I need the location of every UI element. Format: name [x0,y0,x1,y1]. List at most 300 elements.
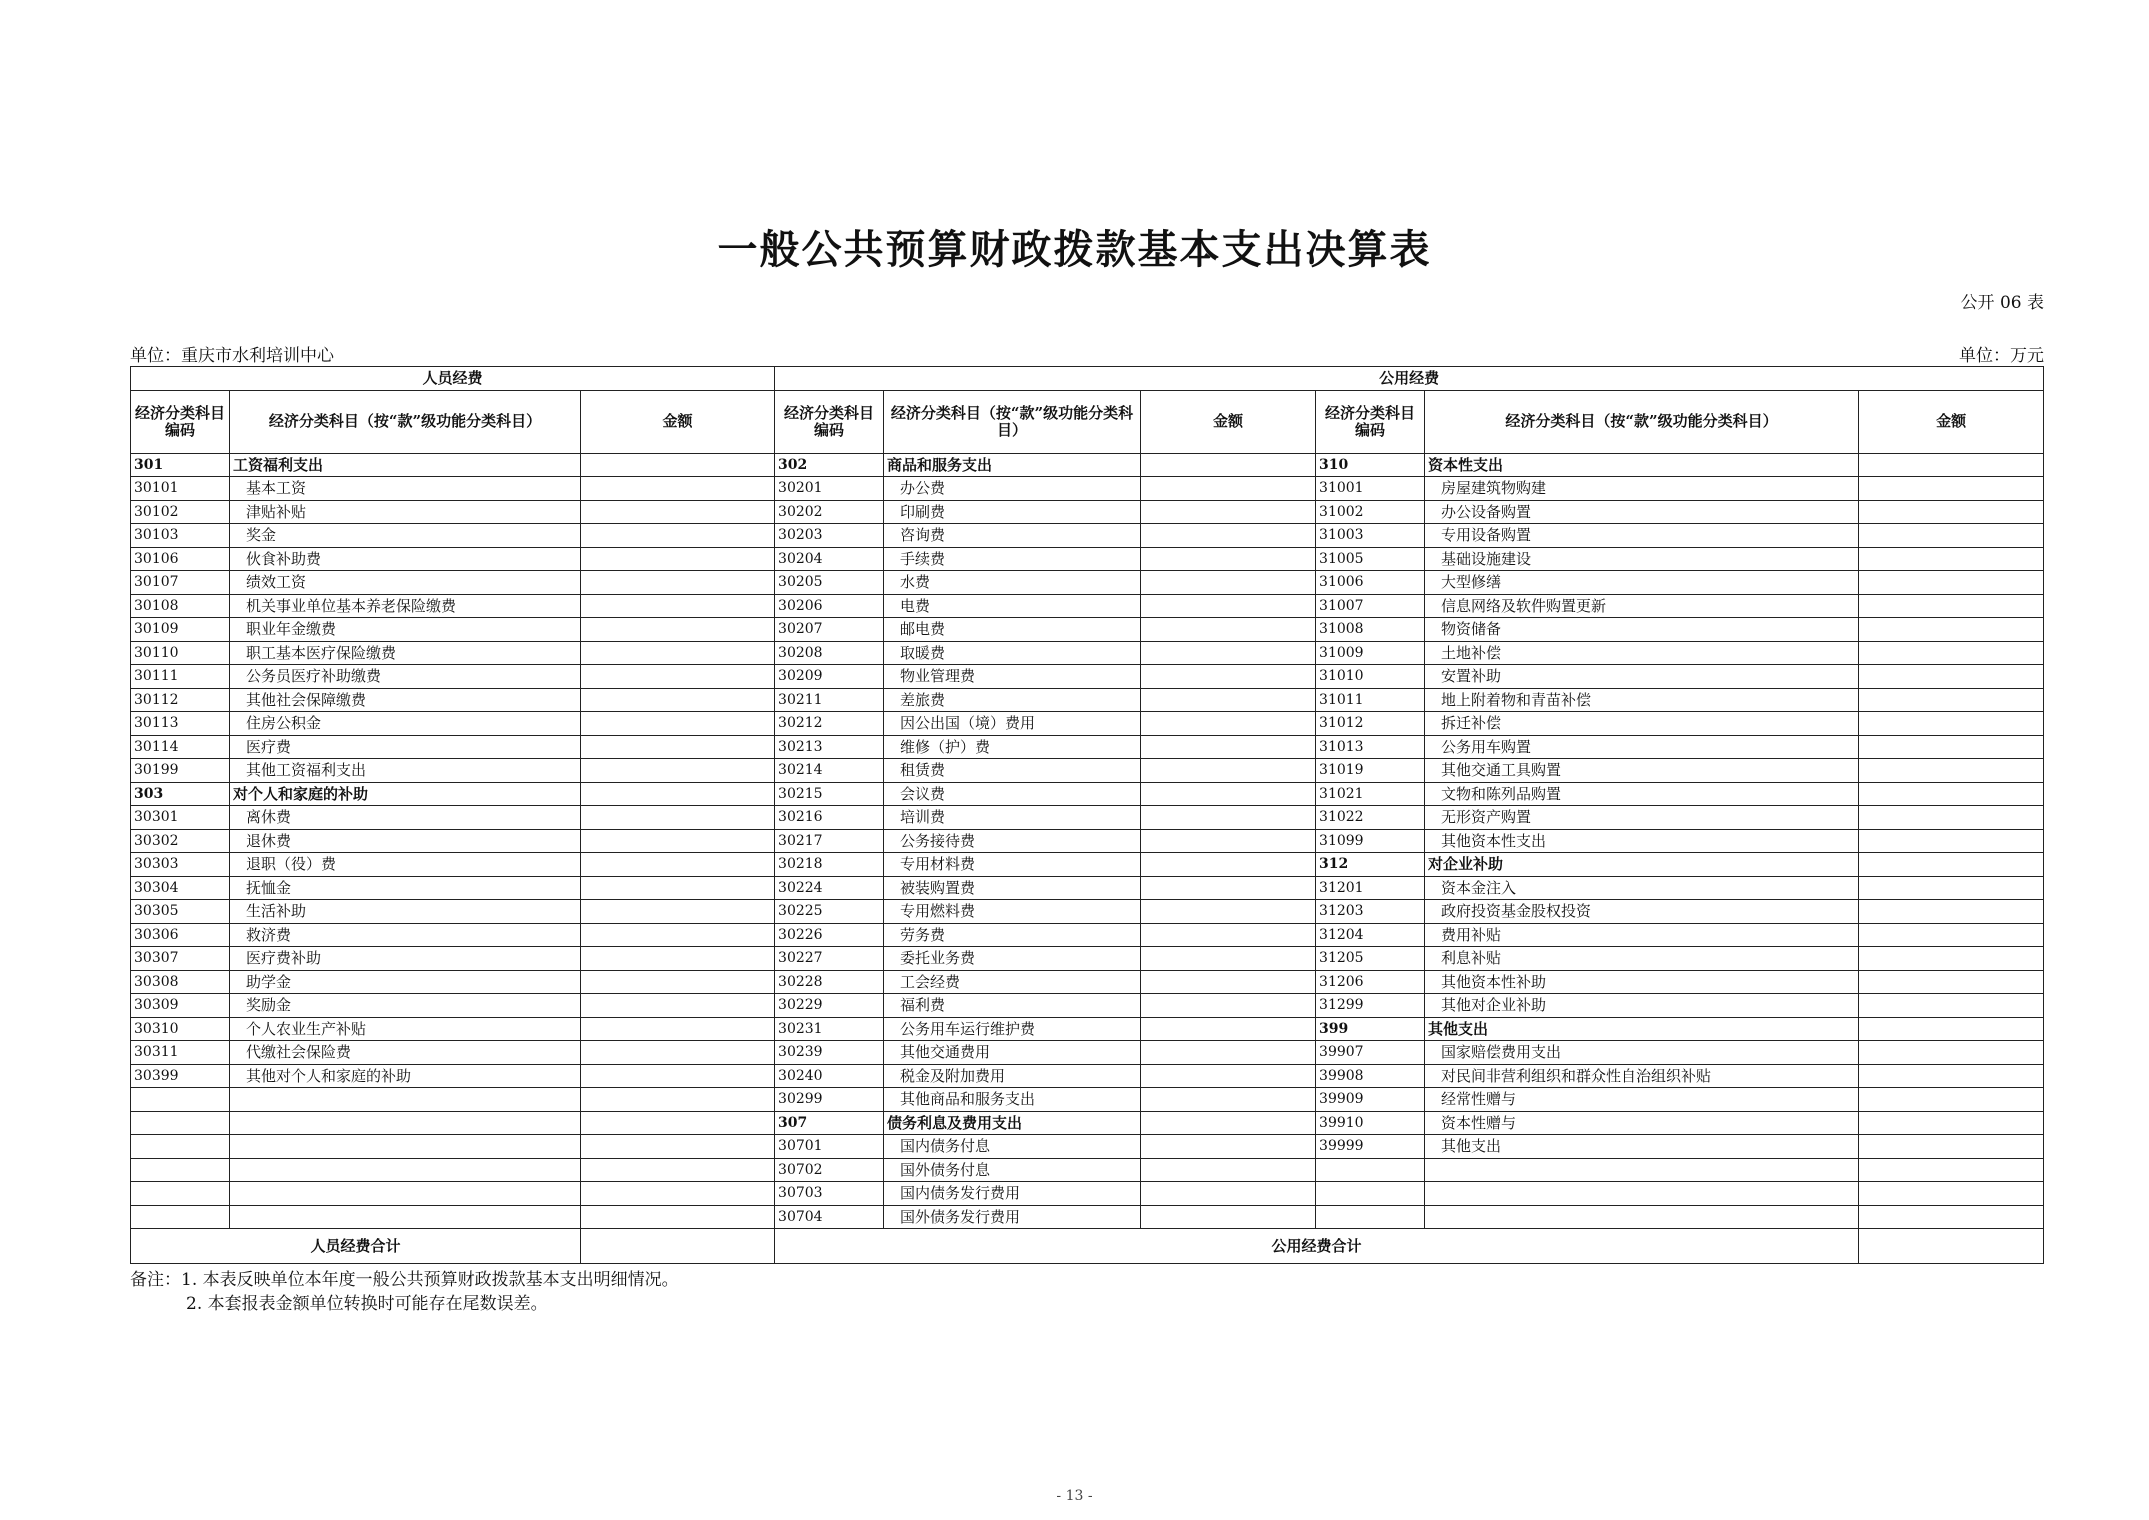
page-number: - 13 - [1056,1488,1093,1504]
personnel-amount-cell [581,641,775,665]
personnel-amount-cell [581,477,775,501]
personnel-name-cell: 其他工资福利支出 [230,759,581,783]
personnel-amount-cell [581,947,775,971]
personnel-code-cell [131,1205,230,1229]
personnel-code-cell: 30109 [131,618,230,642]
group-personnel-header: 人员经费 [131,367,775,391]
public2-name-cell: 公务用车购置 [1425,735,1859,759]
table-row [131,1158,2044,1182]
personnel-code-cell: 30110 [131,641,230,665]
public1-amount-cell [1141,453,1316,477]
note-2: 2. 本套报表金额单位转换时可能存在尾数误差。 [186,1294,548,1314]
personnel-amount-cell [581,1182,775,1206]
table-row [131,618,2044,642]
public1-amount-cell [1141,947,1316,971]
table-row [131,688,2044,712]
public2-code-cell: 31011 [1316,688,1425,712]
personnel-amount-cell [581,1064,775,1088]
public2-code-cell: 39999 [1316,1135,1425,1159]
public2-name-cell: 其他支出 [1425,1135,1859,1159]
public1-code-cell: 30231 [775,1017,884,1041]
personnel-name-cell: 机关事业单位基本养老保险缴费 [230,594,581,618]
public1-name-cell: 工会经费 [884,970,1141,994]
public2-code-cell: 31299 [1316,994,1425,1018]
personnel-name-cell: 医疗费补助 [230,947,581,971]
personnel-code-cell: 30102 [131,500,230,524]
public1-code-cell: 307 [775,1111,884,1135]
public1-name-cell: 印刷费 [884,500,1141,524]
public2-name-cell: 拆迁补偿 [1425,712,1859,736]
public2-amount-cell [1859,876,2044,900]
public1-amount-cell [1141,759,1316,783]
public1-code-cell: 30228 [775,970,884,994]
personnel-name-cell: 个人农业生产补贴 [230,1017,581,1041]
table-row [131,1088,2044,1112]
form-number: 公开 06 表 [1960,293,2044,313]
table-row [131,876,2044,900]
public1-code-cell: 30205 [775,571,884,595]
public2-code-cell: 312 [1316,853,1425,877]
public1-amount-cell [1141,712,1316,736]
public1-amount-cell [1141,1135,1316,1159]
public1-amount-cell [1141,876,1316,900]
public1-code-cell: 30225 [775,900,884,924]
public1-name-cell: 被装购置费 [884,876,1141,900]
public1-name-cell: 维修（护）费 [884,735,1141,759]
public1-name-cell: 租赁费 [884,759,1141,783]
public2-name-cell: 其他交通工具购置 [1425,759,1859,783]
public1-name-cell: 其他商品和服务支出 [884,1088,1141,1112]
personnel-code-cell: 30111 [131,665,230,689]
personnel-name-cell [230,1182,581,1206]
personnel-code-cell: 30305 [131,900,230,924]
public2-name-cell: 其他支出 [1425,1017,1859,1041]
public1-name-cell: 咨询费 [884,524,1141,548]
group-public-header: 公用经费 [775,367,2044,391]
public1-amount-cell [1141,782,1316,806]
table-row [131,1041,2044,1065]
public1-code-cell: 30218 [775,853,884,877]
public2-name-cell: 物资储备 [1425,618,1859,642]
public2-name-cell: 无形资产购置 [1425,806,1859,830]
note-1: 备注：1. 本表反映单位本年度一般公共预算财政拨款基本支出明细情况。 [130,1270,679,1290]
public1-name-cell: 委托业务费 [884,947,1141,971]
col-header-personnel-amount: 金额 [581,390,775,453]
public1-code-cell: 30217 [775,829,884,853]
public1-name-cell: 商品和服务支出 [884,453,1141,477]
personnel-amount-cell [581,618,775,642]
table-row [131,853,2044,877]
table-row [131,500,2044,524]
col-header-public2-name: 经济分类科目（按“款”级功能分类科目） [1425,390,1859,453]
public1-name-cell: 差旅费 [884,688,1141,712]
personnel-name-cell: 救济费 [230,923,581,947]
public2-amount-cell [1859,477,2044,501]
public2-amount-cell [1859,853,2044,877]
public2-name-cell: 安置补助 [1425,665,1859,689]
personnel-amount-cell [581,900,775,924]
table-row [131,947,2044,971]
col-header-public1-amount: 金额 [1141,390,1316,453]
public1-name-cell: 福利费 [884,994,1141,1018]
public2-name-cell: 对民间非营利组织和群众性自治组织补贴 [1425,1064,1859,1088]
public2-name-cell: 信息网络及软件购置更新 [1425,594,1859,618]
public1-amount-cell [1141,1064,1316,1088]
public2-amount-cell [1859,524,2044,548]
table-row [131,641,2044,665]
col-header-public1-name: 经济分类科目（按“款”级功能分类科目） [884,390,1141,453]
public1-name-cell: 专用燃料费 [884,900,1141,924]
public2-code-cell: 31013 [1316,735,1425,759]
public1-amount-cell [1141,571,1316,595]
personnel-amount-cell [581,665,775,689]
public2-code-cell: 31012 [1316,712,1425,736]
personnel-amount-cell [581,1135,775,1159]
personnel-code-cell: 30101 [131,477,230,501]
public1-code-cell: 30299 [775,1088,884,1112]
personnel-name-cell: 医疗费 [230,735,581,759]
public1-code-cell: 30227 [775,947,884,971]
public1-amount-cell [1141,829,1316,853]
personnel-code-cell: 30301 [131,806,230,830]
public2-name-cell: 资本金注入 [1425,876,1859,900]
personnel-name-cell: 职工基本医疗保险缴费 [230,641,581,665]
public1-name-cell: 其他交通费用 [884,1041,1141,1065]
public2-code-cell: 310 [1316,453,1425,477]
public2-name-cell: 其他资本性补助 [1425,970,1859,994]
public1-amount-cell [1141,1182,1316,1206]
public1-name-cell: 手续费 [884,547,1141,571]
personnel-name-cell: 绩效工资 [230,571,581,595]
public1-name-cell: 邮电费 [884,618,1141,642]
public2-amount-cell [1859,1135,2044,1159]
personnel-code-cell: 30106 [131,547,230,571]
personnel-code-cell: 30307 [131,947,230,971]
personnel-name-cell: 代缴社会保险费 [230,1041,581,1065]
public2-code-cell: 31008 [1316,618,1425,642]
public2-code-cell: 39910 [1316,1111,1425,1135]
public1-code-cell: 30202 [775,500,884,524]
public2-code-cell: 31019 [1316,759,1425,783]
public2-code-cell: 31203 [1316,900,1425,924]
page-title: 一般公共预算财政拨款基本支出决算表 [717,226,1432,273]
public2-amount-cell [1859,1017,2044,1041]
table-row [131,1111,2044,1135]
personnel-code-cell: 30311 [131,1041,230,1065]
personnel-total-amount [581,1229,775,1264]
public2-amount-cell [1859,453,2044,477]
public2-name-cell [1425,1158,1859,1182]
public2-code-cell: 31201 [1316,876,1425,900]
personnel-code-cell: 30108 [131,594,230,618]
public1-code-cell: 30239 [775,1041,884,1065]
public1-code-cell: 30702 [775,1158,884,1182]
personnel-name-cell: 其他对个人和家庭的补助 [230,1064,581,1088]
public2-code-cell: 39907 [1316,1041,1425,1065]
public2-name-cell: 经常性赠与 [1425,1088,1859,1112]
public1-code-cell: 30213 [775,735,884,759]
table-row [131,1064,2044,1088]
personnel-total-label: 人员经费合计 [131,1229,581,1264]
public2-name-cell: 其他资本性支出 [1425,829,1859,853]
table-row [131,1017,2044,1041]
personnel-code-cell: 30107 [131,571,230,595]
public2-amount-cell [1859,759,2044,783]
table-row [131,923,2044,947]
personnel-name-cell: 退职（役）费 [230,853,581,877]
public2-name-cell: 房屋建筑物购建 [1425,477,1859,501]
public1-amount-cell [1141,994,1316,1018]
personnel-name-cell: 基本工资 [230,477,581,501]
personnel-amount-cell [581,547,775,571]
personnel-code-cell [131,1182,230,1206]
public2-name-cell: 基础设施建设 [1425,547,1859,571]
public1-name-cell: 培训费 [884,806,1141,830]
personnel-amount-cell [581,829,775,853]
personnel-name-cell [230,1135,581,1159]
public2-name-cell: 土地补偿 [1425,641,1859,665]
personnel-amount-cell [581,876,775,900]
personnel-amount-cell [581,806,775,830]
table-row [131,1135,2044,1159]
col-header-public2-code: 经济分类科目编码 [1316,390,1425,453]
col-header-public2-amount: 金额 [1859,390,2044,453]
public2-name-cell: 资本性赠与 [1425,1111,1859,1135]
public1-code-cell: 30209 [775,665,884,689]
public2-code-cell: 31204 [1316,923,1425,947]
personnel-amount-cell [581,759,775,783]
public2-code-cell: 31021 [1316,782,1425,806]
public2-amount-cell [1859,970,2044,994]
public1-name-cell: 水费 [884,571,1141,595]
public1-name-cell: 会议费 [884,782,1141,806]
personnel-code-cell: 30112 [131,688,230,712]
public2-amount-cell [1859,594,2044,618]
personnel-code-cell: 30309 [131,994,230,1018]
public1-code-cell: 30208 [775,641,884,665]
personnel-code-cell [131,1088,230,1112]
public-total-amount [1859,1229,2044,1264]
table-row [131,665,2044,689]
public2-amount-cell [1859,923,2044,947]
public1-code-cell: 30207 [775,618,884,642]
table-row [131,453,2044,477]
personnel-code-cell: 30199 [131,759,230,783]
public1-code-cell: 30215 [775,782,884,806]
table-row [131,829,2044,853]
public1-amount-cell [1141,923,1316,947]
public1-name-cell: 国内债务付息 [884,1135,1141,1159]
public1-amount-cell [1141,1205,1316,1229]
public2-amount-cell [1859,547,2044,571]
public1-amount-cell [1141,641,1316,665]
public1-name-cell: 取暖费 [884,641,1141,665]
public1-name-cell: 因公出国（境）费用 [884,712,1141,736]
col-header-public1-code: 经济分类科目编码 [775,390,884,453]
col-header-personnel-code: 经济分类科目编码 [131,390,230,453]
public1-amount-cell [1141,500,1316,524]
public1-amount-cell [1141,1017,1316,1041]
personnel-name-cell: 助学金 [230,970,581,994]
personnel-name-cell: 抚恤金 [230,876,581,900]
personnel-amount-cell [581,1041,775,1065]
personnel-name-cell [230,1111,581,1135]
public1-name-cell: 公务接待费 [884,829,1141,853]
personnel-amount-cell [581,453,775,477]
public1-code-cell: 30229 [775,994,884,1018]
public1-amount-cell [1141,806,1316,830]
public2-code-cell: 31206 [1316,970,1425,994]
public1-code-cell: 30212 [775,712,884,736]
public1-name-cell: 公务用车运行维护费 [884,1017,1141,1041]
public2-code-cell: 31205 [1316,947,1425,971]
public2-amount-cell [1859,1205,2044,1229]
public2-amount-cell [1859,900,2044,924]
table-row [131,524,2044,548]
personnel-name-cell: 工资福利支出 [230,453,581,477]
public2-code-cell: 31001 [1316,477,1425,501]
personnel-name-cell: 职业年金缴费 [230,618,581,642]
public2-code-cell: 31022 [1316,806,1425,830]
public2-code-cell: 31006 [1316,571,1425,595]
personnel-amount-cell [581,735,775,759]
personnel-amount-cell [581,994,775,1018]
public1-name-cell: 物业管理费 [884,665,1141,689]
public1-amount-cell [1141,594,1316,618]
personnel-amount-cell [581,923,775,947]
reporting-unit: 单位：重庆市水利培训中心 [130,346,334,366]
public1-name-cell: 电费 [884,594,1141,618]
personnel-code-cell: 301 [131,453,230,477]
personnel-code-cell: 30303 [131,853,230,877]
public2-name-cell: 资本性支出 [1425,453,1859,477]
public2-amount-cell [1859,571,2044,595]
public1-amount-cell [1141,1158,1316,1182]
table-row [131,735,2044,759]
public2-amount-cell [1859,712,2044,736]
table-row [131,477,2044,501]
personnel-amount-cell [581,1205,775,1229]
public1-name-cell: 专用材料费 [884,853,1141,877]
public1-name-cell: 税金及附加费用 [884,1064,1141,1088]
public1-code-cell: 30216 [775,806,884,830]
personnel-amount-cell [581,688,775,712]
public2-name-cell: 对企业补助 [1425,853,1859,877]
public2-amount-cell [1859,829,2044,853]
personnel-name-cell: 其他社会保障缴费 [230,688,581,712]
personnel-amount-cell [581,970,775,994]
table-row [131,1182,2044,1206]
public1-name-cell: 办公费 [884,477,1141,501]
personnel-code-cell: 303 [131,782,230,806]
personnel-name-cell [230,1088,581,1112]
table-row [131,547,2044,571]
public1-code-cell: 30204 [775,547,884,571]
public2-amount-cell [1859,618,2044,642]
personnel-code-cell: 30103 [131,524,230,548]
table-row [131,594,2044,618]
public2-name-cell: 地上附着物和青苗补偿 [1425,688,1859,712]
public2-amount-cell [1859,1158,2044,1182]
public2-code-cell: 31007 [1316,594,1425,618]
public1-amount-cell [1141,665,1316,689]
table-row [131,970,2044,994]
public2-amount-cell [1859,994,2044,1018]
personnel-code-cell [131,1111,230,1135]
public2-code-cell: 31009 [1316,641,1425,665]
public1-code-cell: 302 [775,453,884,477]
notes [130,1268,679,1316]
public2-code-cell: 39908 [1316,1064,1425,1088]
public1-code-cell: 30203 [775,524,884,548]
public2-amount-cell [1859,806,2044,830]
table-row [131,806,2044,830]
personnel-name-cell: 伙食补助费 [230,547,581,571]
public2-name-cell: 国家赔偿费用支出 [1425,1041,1859,1065]
personnel-code-cell: 30306 [131,923,230,947]
public1-amount-cell [1141,970,1316,994]
table-row [131,782,2044,806]
personnel-code-cell: 30304 [131,876,230,900]
public2-amount-cell [1859,947,2044,971]
public1-name-cell: 债务利息及费用支出 [884,1111,1141,1135]
public2-code-cell: 31099 [1316,829,1425,853]
personnel-name-cell: 住房公积金 [230,712,581,736]
personnel-amount-cell [581,571,775,595]
public2-amount-cell [1859,782,2044,806]
public1-amount-cell [1141,1088,1316,1112]
public1-code-cell: 30704 [775,1205,884,1229]
public2-code-cell [1316,1205,1425,1229]
public2-name-cell: 政府投资基金股权投资 [1425,900,1859,924]
public1-amount-cell [1141,618,1316,642]
personnel-amount-cell [581,712,775,736]
table-row [131,1205,2044,1229]
public1-code-cell: 30211 [775,688,884,712]
table-body [131,453,2044,1229]
personnel-name-cell: 生活补助 [230,900,581,924]
personnel-name-cell [230,1158,581,1182]
public1-name-cell: 国内债务发行费用 [884,1182,1141,1206]
public2-name-cell: 专用设备购置 [1425,524,1859,548]
public2-code-cell: 39909 [1316,1088,1425,1112]
public1-amount-cell [1141,547,1316,571]
personnel-amount-cell [581,1088,775,1112]
public1-code-cell: 30703 [775,1182,884,1206]
personnel-name-cell: 公务员医疗补助缴费 [230,665,581,689]
col-header-personnel-name: 经济分类科目（按“款”级功能分类科目） [230,390,581,453]
public2-amount-cell [1859,1088,2044,1112]
public2-amount-cell [1859,1111,2044,1135]
expenditure-table [130,366,2044,1264]
public2-amount-cell [1859,688,2044,712]
public2-name-cell: 办公设备购置 [1425,500,1859,524]
public1-code-cell: 30214 [775,759,884,783]
public2-name-cell [1425,1205,1859,1229]
public2-amount-cell [1859,500,2044,524]
public1-amount-cell [1141,735,1316,759]
public1-code-cell: 30206 [775,594,884,618]
personnel-name-cell: 对个人和家庭的补助 [230,782,581,806]
public2-name-cell [1425,1182,1859,1206]
public2-code-cell: 31005 [1316,547,1425,571]
personnel-amount-cell [581,782,775,806]
personnel-name-cell [230,1205,581,1229]
public2-name-cell: 费用补贴 [1425,923,1859,947]
personnel-name-cell: 奖金 [230,524,581,548]
personnel-name-cell: 退休费 [230,829,581,853]
personnel-amount-cell [581,594,775,618]
